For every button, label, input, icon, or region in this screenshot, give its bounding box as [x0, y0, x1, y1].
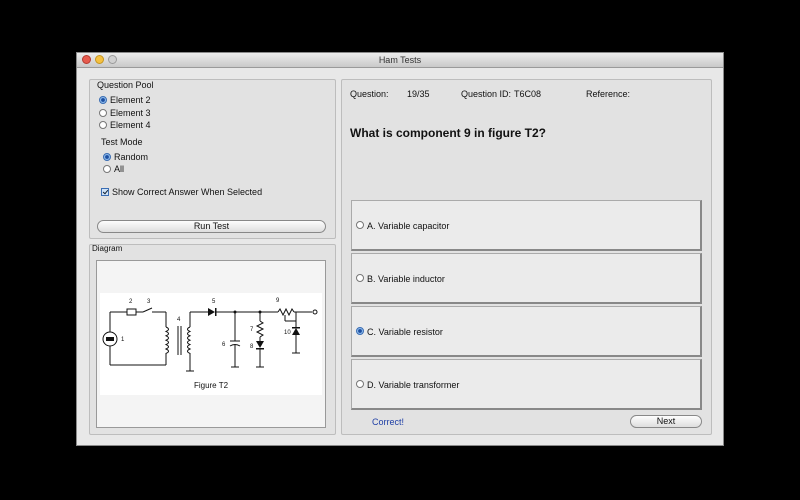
answer-radio[interactable] [356, 274, 364, 282]
question-number-value: 19/35 [407, 89, 430, 99]
show-correct-label: Show Correct Answer When Selected [112, 187, 263, 197]
test-mode-label: Test Mode [101, 137, 143, 147]
run-test-button[interactable]: Run Test [97, 220, 326, 233]
diagram-number: 3 [147, 299, 151, 305]
answer-radio[interactable] [356, 327, 364, 335]
diagram-caption: Figure T2 [193, 381, 229, 390]
pool-option-label: Element 4 [110, 120, 151, 130]
show-correct-checkbox[interactable] [101, 188, 109, 196]
question-number-label: Question: [350, 89, 389, 99]
reference-label: Reference: [586, 89, 631, 99]
answer-option-c[interactable] [351, 306, 702, 357]
diagram-label: Diagram [92, 244, 123, 253]
pool-radio-element-2[interactable] [99, 96, 107, 104]
circuit-diagram [100, 293, 322, 395]
window-title: Ham Tests [378, 55, 422, 65]
diagram-number: 6 [222, 342, 226, 348]
answer-label: A. Variable capacitor [367, 221, 450, 231]
answer-label: D. Variable transformer [367, 380, 460, 390]
answer-option-d[interactable] [351, 359, 702, 410]
diagram-number: 7 [250, 327, 254, 333]
mode-option-label: All [114, 164, 125, 174]
mode-radio-random[interactable] [103, 153, 111, 161]
pool-option-label: Element 2 [110, 95, 151, 105]
answer-radio[interactable] [356, 380, 364, 388]
diagram-number: 9 [276, 298, 280, 304]
question-text: What is component 9 in figure T2? [350, 126, 547, 140]
pool-radio-element-4[interactable] [99, 121, 107, 129]
answer-label: C. Variable resistor [367, 327, 443, 337]
answer-option-b[interactable] [351, 253, 702, 304]
feedback-text: Correct! [372, 417, 405, 427]
question-id-label: Question ID: [461, 89, 512, 99]
next-button[interactable]: Next [630, 415, 702, 428]
mode-option-label: Random [114, 152, 149, 162]
diagram-number: 2 [129, 299, 133, 305]
pool-option-label: Element 3 [110, 108, 151, 118]
diagram-number: 10 [284, 330, 291, 336]
mode-radio-all[interactable] [103, 165, 111, 173]
diagram-number: 4 [177, 317, 181, 323]
title-bar [77, 53, 723, 68]
diagram-number: 8 [250, 344, 254, 350]
question-pool-label: Question Pool [97, 80, 154, 90]
answer-option-a[interactable] [351, 200, 702, 251]
pool-radio-element-3[interactable] [99, 109, 107, 117]
answer-label: B. Variable inductor [367, 274, 445, 284]
diagram-number: 5 [212, 299, 216, 305]
question-id-value: T6C08 [514, 89, 542, 99]
answer-radio[interactable] [356, 221, 364, 229]
diagram-number: 1 [121, 337, 125, 343]
